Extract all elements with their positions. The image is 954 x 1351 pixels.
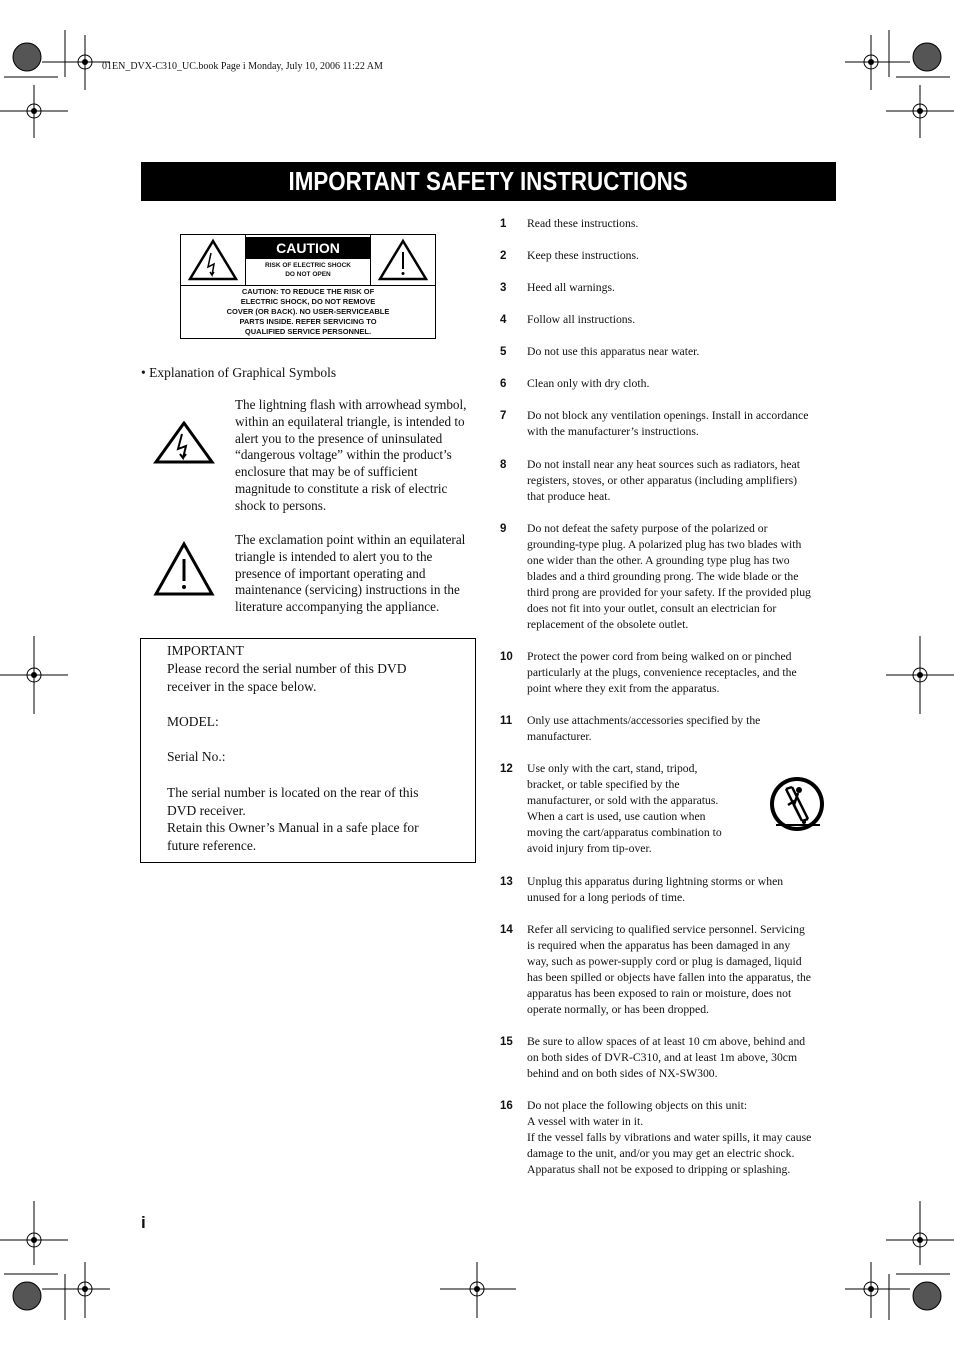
instruction-text: Clean only with dry cloth.: [527, 377, 650, 390]
important-record-box: [140, 638, 476, 863]
instruction-text: Read these instructions.: [527, 217, 639, 230]
instruction-number: 9: [500, 523, 507, 535]
graphical-symbols-bullet: • Explanation of Graphical Symbols: [141, 365, 337, 380]
instruction-text: Follow all instructions.: [527, 313, 636, 326]
instruction-text: Protect the power cord from being walked on or pinched particularly at the plugs, convenience receptacles, and the point where they exit from the apparatus.: [527, 650, 797, 695]
exclamation-symbol-icon: [153, 541, 215, 602]
serial-field-label: Serial No.:: [167, 749, 226, 764]
instruction-text: Do not defeat the safety purpose of the polarized or grounding-type plug. A polarized plug has two blades with one wider than the other. A grounding type plug has two blades and a third grounding prong. The wide blade or the third prong are provided for your safety. If the provided plug does not fit into your outlet, consult an electrician for replacement of the obsolete outlet.: [527, 522, 811, 631]
page-title: IMPORTANT SAFETY INSTRUCTIONS: [141, 162, 836, 201]
important-heading: IMPORTANT: [167, 643, 244, 658]
instruction-number: 13: [500, 876, 513, 888]
instruction-text: Unplug this apparatus during lightning storms or when unused for a long periods of time.: [527, 875, 784, 904]
instruction-number: 12: [500, 763, 513, 775]
instruction-number: 3: [500, 282, 507, 294]
caution-subtext: RISK OF ELECTRIC SHOCK DO NOT OPEN: [265, 262, 351, 278]
record-instruction: Please record the serial number of this DVD receiver in the space below.: [167, 661, 407, 694]
caution-label: [180, 234, 436, 339]
instruction-number: 16: [500, 1100, 513, 1112]
instruction-text: Do not use this apparatus near water.: [527, 345, 700, 358]
instruction-text: Only use attachments/accessories specified by the manufacturer.: [527, 714, 761, 743]
instruction-text: Use only with the cart, stand, tripod, bracket, or table specified by the manufacturer, or sold with the apparatus. When a cart is used, use caution when moving the cart/apparatus combination to avoid injury from tip-over.: [527, 762, 722, 855]
serial-location-note: The serial number is located on the rear of this DVD receiver. Retain this Owner’s Manual in a safe place for future reference.: [167, 785, 419, 853]
instruction-number: 11: [500, 715, 513, 727]
instruction-number: 10: [500, 651, 513, 663]
instruction-text: Be sure to allow spaces of at least 10 cm above, behind and on both sides of DVR-C310, and at least 1m above, 30cm behind and on both sides of NX-SW300.: [527, 1035, 806, 1080]
cart-tipover-warning-icon: [768, 775, 826, 838]
lightning-triangle-icon: [181, 235, 246, 285]
instruction-number: 5: [500, 346, 507, 358]
lightning-explanation: The lightning flash with arrowhead symbol, within an equilateral triangle, is intended to alert you to the presence of uninsulated “dangerous voltage” within the product’s enclosure that may be of sufficient magnitude to constitute a risk of electric shock to persons.: [235, 397, 467, 513]
instruction-number: 6: [500, 378, 507, 390]
instruction-number: 14: [500, 924, 513, 936]
instruction-number: 4: [500, 314, 507, 326]
caution-warning-text: CAUTION: TO REDUCE THE RISK OF ELECTRIC SHOCK, DO NOT REMOVE COVER (OR BACK). NO USER-SERVICEABLE PARTS INSIDE. REFER SERVICING TO QUALIFIED SERVICE PERSONNEL.: [226, 287, 390, 336]
instruction-number: 7: [500, 410, 507, 422]
model-field-label: MODEL:: [167, 714, 219, 729]
exclamation-triangle-icon: [370, 235, 435, 285]
page-number: i: [141, 1213, 146, 1232]
instruction-text: Refer all servicing to qualified service personnel. Servicing is required when the apparatus has been damaged in any way, such as power-supply cord or plug is damaged, liquid has been spilled or objects have fallen into the apparatus, the apparatus has been exposed to rain or moisture, does not operate normally, or has been dropped.: [527, 923, 811, 1016]
instruction-text: Heed all warnings.: [527, 281, 615, 294]
instruction-text: Do not install near any heat sources such as radiators, heat registers, stoves, or other apparatus (including amplifiers) that produce heat.: [527, 458, 800, 503]
exclamation-explanation: The exclamation point within an equilateral triangle is intended to alert you to the presence of important operating and maintenance (servicing) instructions in the literature accompanying the appliance.: [235, 532, 466, 615]
file-header: 01EN_DVX-C310_UC.book Page i Monday, July 10, 2006 11:22 AM: [102, 61, 383, 72]
instruction-text: Do not block any ventilation openings. Install in accordance with the manufacturer’s instructions.: [527, 409, 809, 438]
caution-word: CAUTION: [246, 237, 370, 259]
instruction-number: 15: [500, 1036, 513, 1048]
instruction-text: Do not place the following objects on this unit: A vessel with water in it. If the vessel falls by vibrations and water spills, it may cause damage to the unit, and/or you may get an electric shock. Apparatus shall not be exposed to dripping or splashing.: [527, 1099, 812, 1176]
instruction-text: Keep these instructions.: [527, 249, 639, 262]
instruction-number: 8: [500, 459, 507, 471]
lightning-symbol-icon: [153, 421, 215, 470]
instruction-number: 2: [500, 250, 507, 262]
instruction-number: 1: [500, 218, 507, 230]
